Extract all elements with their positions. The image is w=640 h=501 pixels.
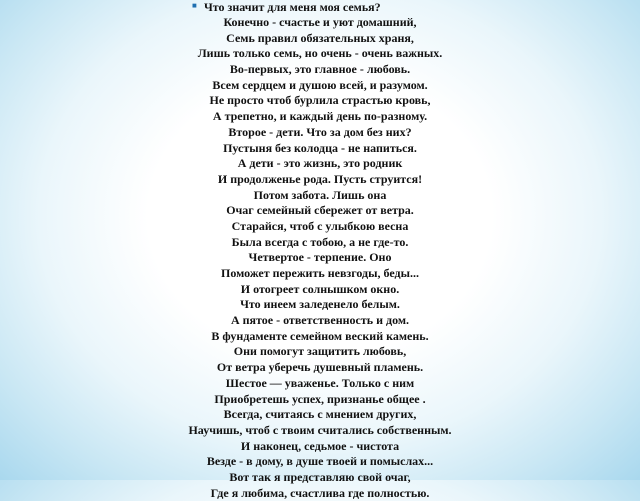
heading-text: Что значит для меня моя семья? [204,0,381,14]
poem-line: А трепетно, и каждый день по-разному. [212,109,428,124]
poem-line: Что инеем заледенело белым. [240,297,400,312]
poem-line: А дети - это жизнь, это родник [237,156,403,171]
poem-line: Четвертое - терпение. Оно [248,250,392,265]
poem-line: Они помогут защитить любовь, [233,344,407,359]
poem-line: Вот так я представляю свой очаг, [229,469,411,484]
poem-line: Семь правил обязательных храня, [226,30,414,45]
poem-line: Научишь, чтоб с твоим считались собственным. [188,422,452,437]
poem-line: Лишь только семь, но очень - очень важных. [197,46,443,61]
slide-heading [192,0,381,14]
poem-line: Шестое — уваженье. Только с ним [225,375,415,390]
poem-line: В фундаменте семейном веский камень. [211,328,429,343]
poem-line: От ветра уберечь душевный пламень. [216,360,424,375]
poem-line: Конечно - счастье и уют домашний, [223,15,417,29]
poem-line: Старайся, чтоб с улыбкою весна [231,218,409,233]
poem-line: Потом забота. Лишь она [253,187,387,202]
poem-line: Приобретешь успех, признанье общее . [214,391,426,406]
poem-line: Во-первых, это главное - любовь. [229,62,411,77]
poem-line: И продолженье рода. Пусть струится! [217,171,423,186]
poem-line: И отогреет солнышком окно. [240,281,400,296]
poem-line: Поможет пережить невзгоды, беды... [221,266,419,280]
poem-line: Не просто чтоб бурлила страстью кровь, [209,93,431,108]
poem-line: Всегда, считаясь с мнением других, [223,407,417,422]
poem-line: Где я любима, счастлива где полностью. [210,485,430,500]
poem-line: Второе - дети. Что за дом без них? [228,124,412,139]
poem-line: А пятое - ответственность и дом. [230,313,410,328]
square-bullet-icon: ■ [192,1,197,10]
poem-line: Пустыня без колодца - не напиться. [223,140,417,155]
poem-line: Всем сердцем и душою всей, и разумом. [212,77,428,92]
poem-line: Везде - в дому, в душе твоей и помыслах... [206,454,434,469]
poem-line: Очаг семейный сбережет от ветра. [226,203,414,218]
poem-line: Была всегда с тобою, а не где-то. [231,234,409,249]
poem-line: И наконец, седьмое - чистота [240,438,400,453]
poem-text [0,15,640,501]
